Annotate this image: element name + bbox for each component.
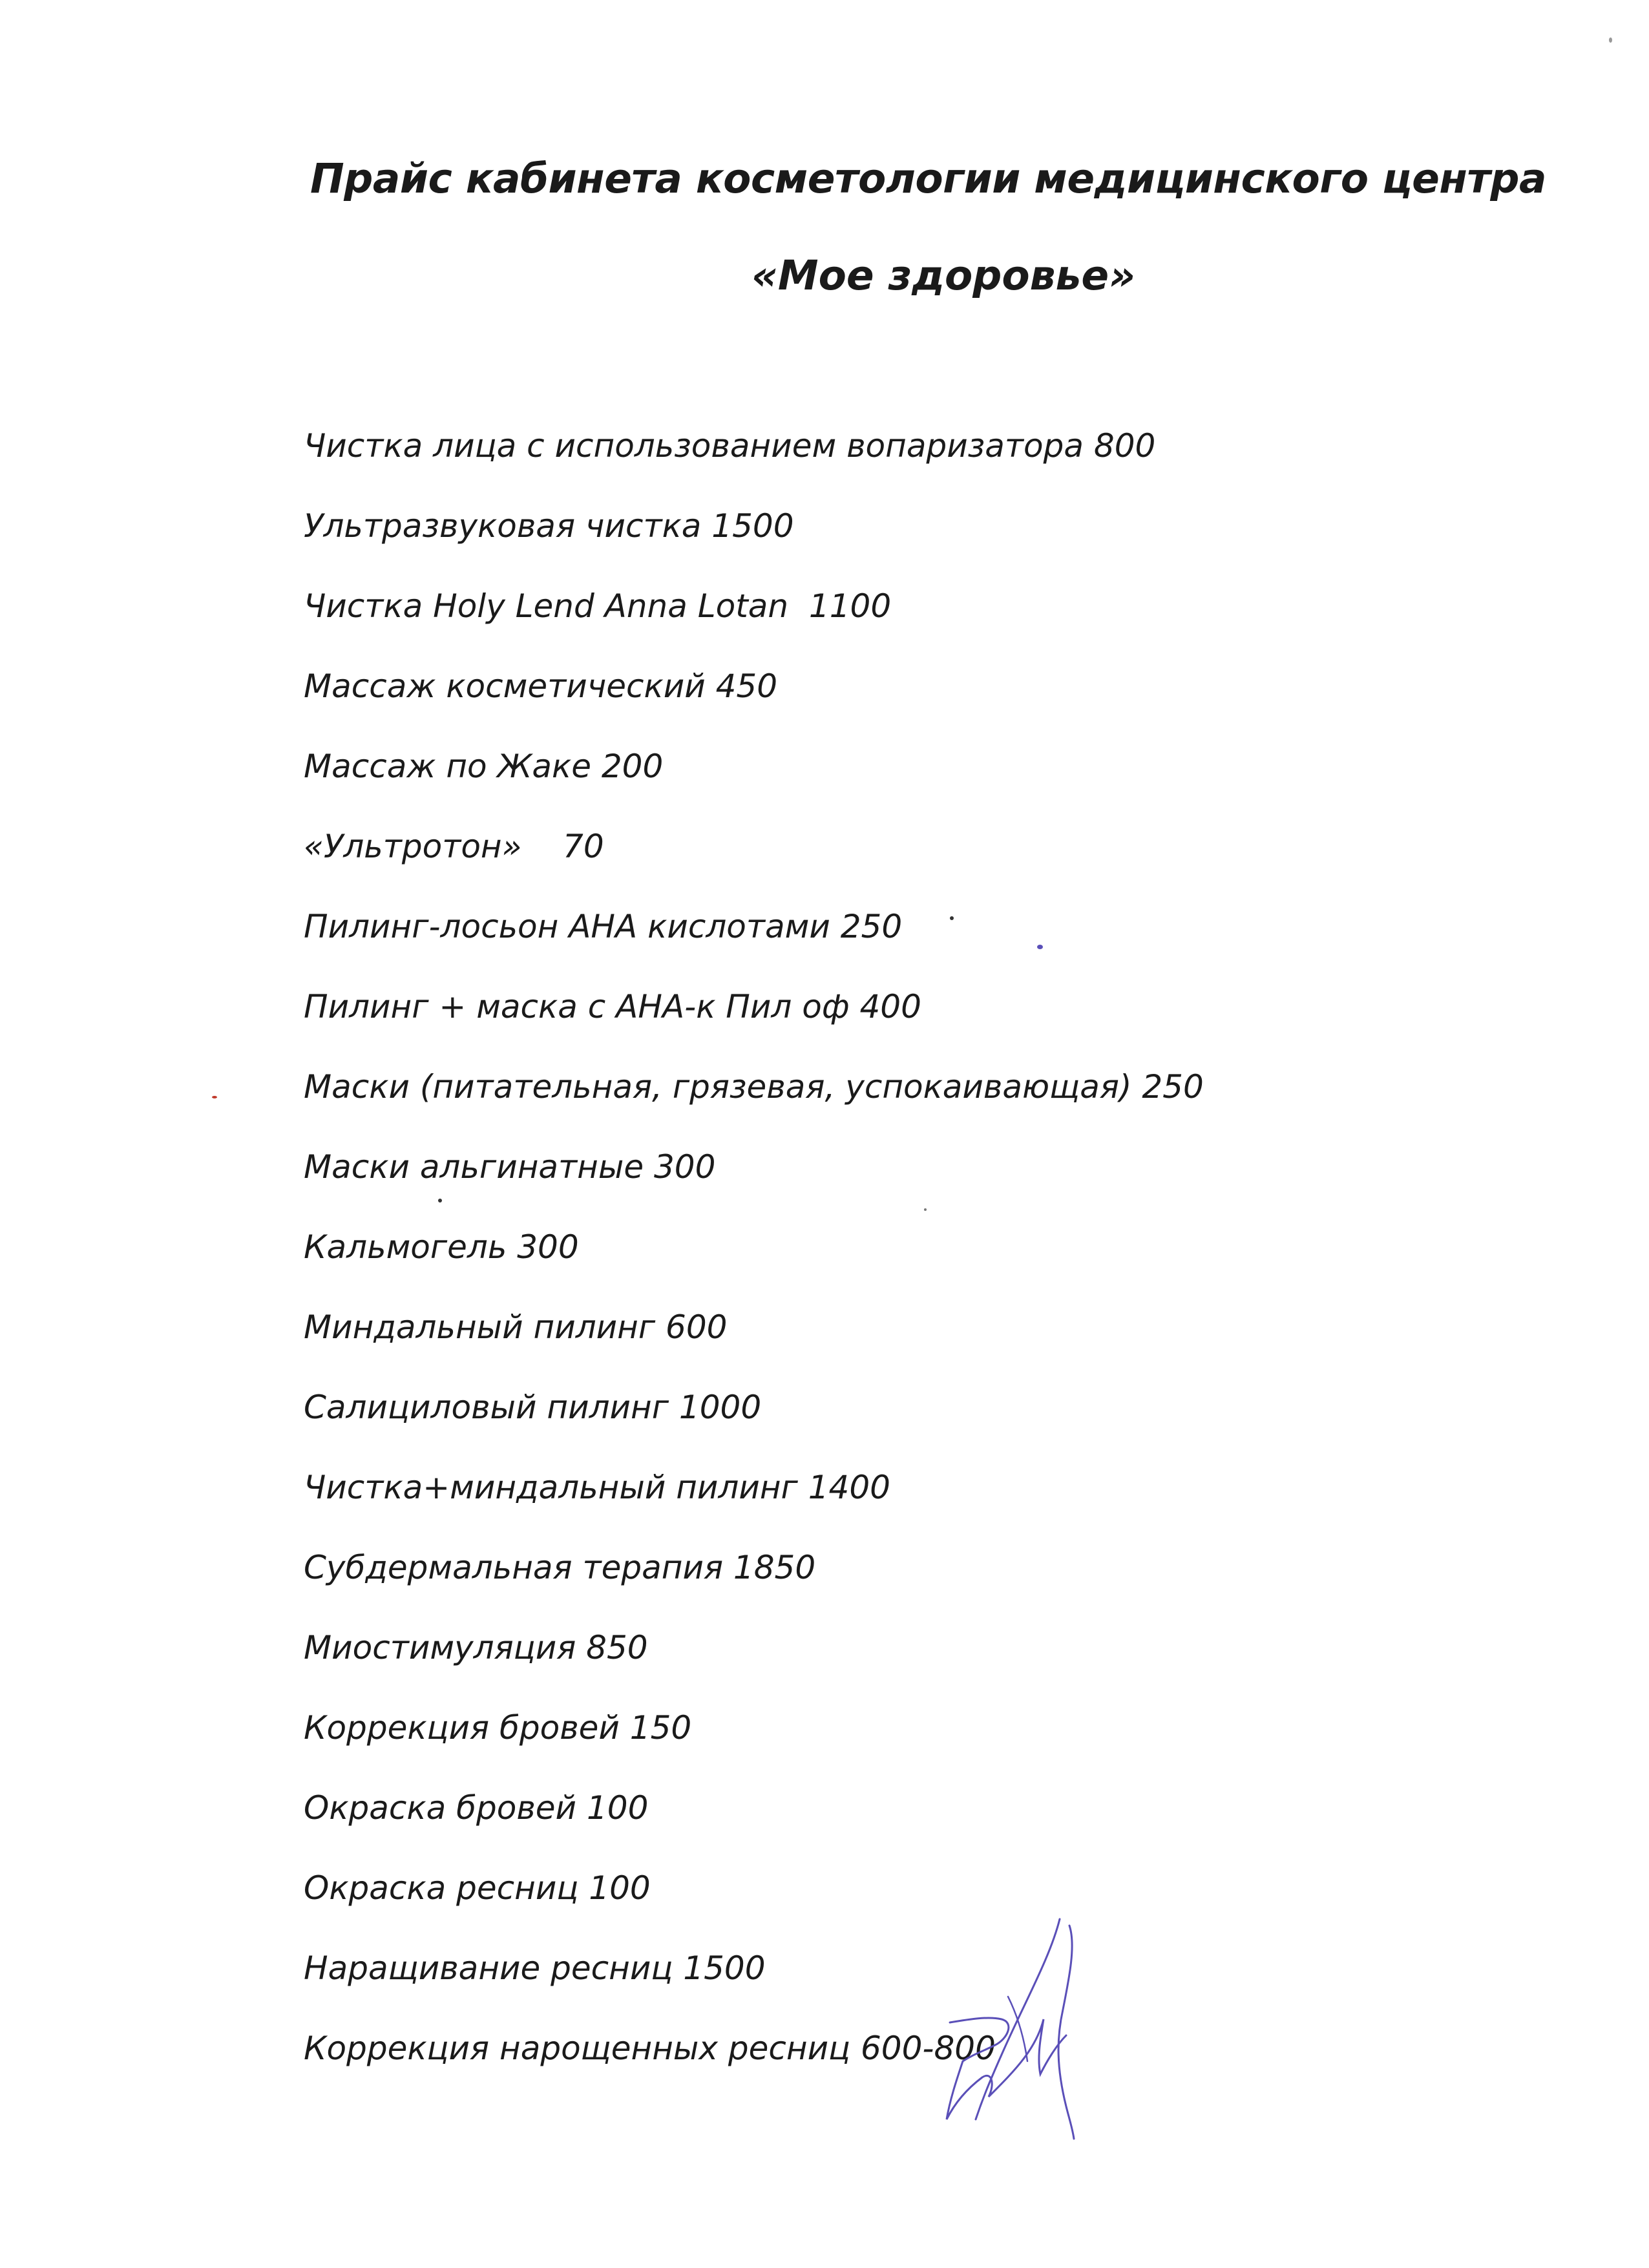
handwritten-signature bbox=[911, 1906, 1105, 2152]
price-item: Миндальный пилинг 600 bbox=[304, 1308, 728, 1346]
document-title: Прайс кабинета косметологии медицинского центра bbox=[310, 155, 1547, 202]
price-list bbox=[304, 426, 1467, 2109]
price-item: Чистка лица с использованием вопаризатора 800 bbox=[304, 427, 1156, 465]
document-subtitle: «Мое здоровье» bbox=[751, 252, 1136, 299]
scan-speck bbox=[1037, 945, 1043, 949]
price-item: Маски (питательная, грязевая, успокаивающая) 250 bbox=[304, 1068, 1204, 1106]
price-item: Коррекция нарощенных ресниц 600-800 bbox=[304, 2030, 996, 2067]
scan-speck bbox=[1609, 37, 1612, 43]
price-item: Салициловый пилинг 1000 bbox=[304, 1389, 762, 1426]
scan-speck bbox=[924, 1208, 927, 1211]
price-item: Чистка+миндальный пилинг 1400 bbox=[304, 1469, 890, 1506]
price-item: Пилинг-лосьон АНА кислотами 250 bbox=[304, 908, 903, 945]
price-item: Субдермальная терапия 1850 bbox=[304, 1549, 816, 1586]
price-item: Массаж косметический 450 bbox=[304, 667, 778, 705]
price-item: Массаж по Жаке 200 bbox=[304, 748, 664, 785]
price-item: Коррекция бровей 150 bbox=[304, 1709, 692, 1747]
price-item: Окраска ресниц 100 bbox=[304, 1869, 651, 1907]
price-item: Маски альгинатные 300 bbox=[304, 1148, 716, 1186]
scan-speck bbox=[438, 1199, 442, 1202]
scan-speck bbox=[212, 1096, 217, 1098]
scan-speck bbox=[950, 916, 954, 920]
price-item: Наращивание ресниц 1500 bbox=[304, 1949, 766, 1987]
price-item: Пилинг + маска с АНА-к Пил оф 400 bbox=[304, 988, 921, 1025]
price-item: Чистка Holy Lend Anna Lotan 1100 bbox=[304, 587, 892, 625]
price-item: «Ультротон» 70 bbox=[304, 828, 604, 865]
price-item: Окраска бровей 100 bbox=[304, 1789, 649, 1827]
price-item: Кальмогель 300 bbox=[304, 1228, 579, 1266]
price-item: Миостимуляция 850 bbox=[304, 1629, 648, 1666]
price-item: Ультразвуковая чистка 1500 bbox=[304, 507, 794, 545]
